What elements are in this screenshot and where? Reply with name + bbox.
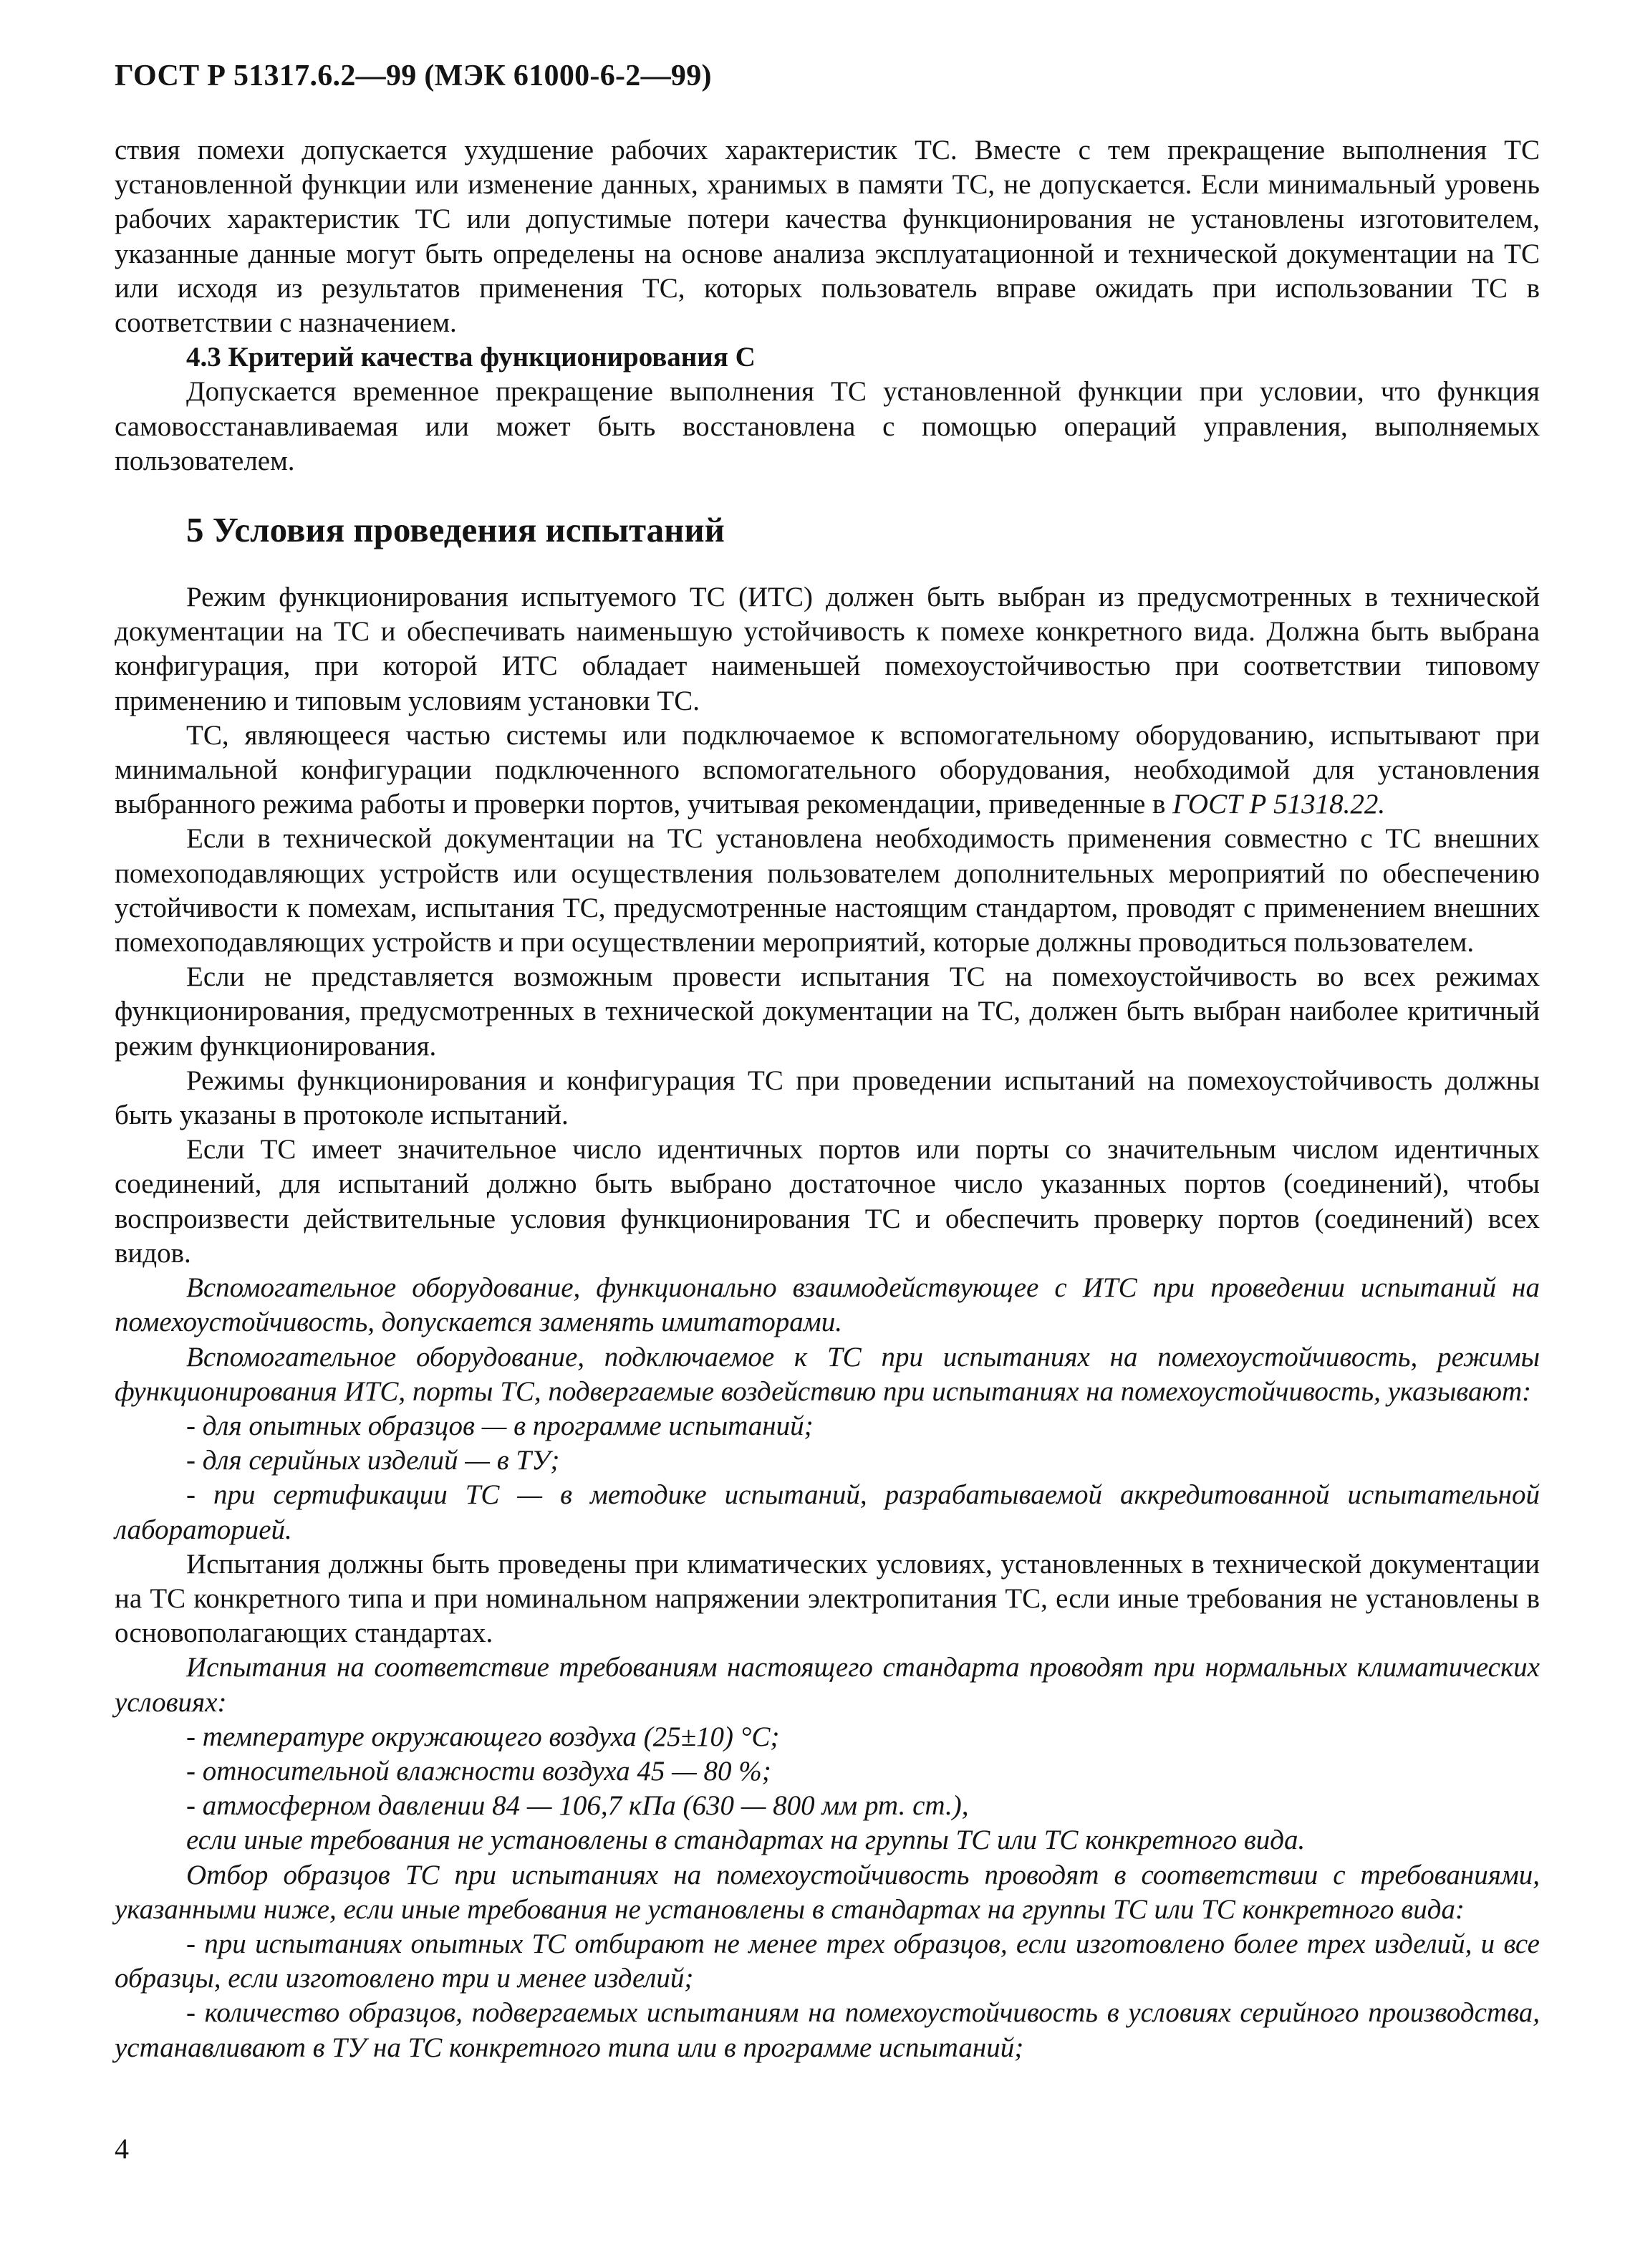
page-number: 4 <box>115 2133 129 2165</box>
paragraph: Режимы функционирования и конфигурация ТС при проведении испытаний на помехоустойчивость должны быть указаны в протоколе испытаний. <box>115 1065 1540 1131</box>
subsection-title: 4.3 Критерий качества функционирования С <box>186 342 756 373</box>
list-item: - для серийных изделий — в ТУ; <box>186 1445 560 1476</box>
list-item: - относительной влажности воздуха 45 — 80 %; <box>186 1755 771 1787</box>
paragraph: Если не представляется возможным провести испытания ТС на помехоустойчивость во всех режимах функционирования, предусмотренных в технической документации на ТС, должен быть выбран наиболее критичный режим функционирования. <box>115 961 1540 1062</box>
italic-paragraph: Вспомогательное оборудование, функционально взаимодействующее с ИТС при проведении испытаний на помехоустойчивость, допускается заменять имитаторами. <box>115 1272 1540 1338</box>
paragraph: Испытания должны быть проведены при климатических условиях, установленных в технической документации на ТС конкретного типа и при номинальном напряжении электропитания ТС, если иные требования не установлены в основополагающих стандартах. <box>115 1548 1540 1649</box>
paragraph-text: ТС, являющееся частью системы или подключаемое к вспомогательному оборудованию, испытывают при минимальной конфигурации подключенного вспомогательного оборудования, необходимой для установления выбранного режима работы и проверки портов, учитывая рекомендации, приведенные в <box>115 719 1540 820</box>
document-page <box>115 59 1540 2065</box>
list-item: - температуре окружающего воздуха (25±10) °С; <box>186 1721 780 1752</box>
list-item: - атмосферном давлении 84 — 106,7 кПа (630 — 800 мм рт. ст.), <box>186 1790 969 1822</box>
paragraph <box>115 719 1540 822</box>
paragraph: Режим функционирования испытуемого ТС (ИТС) должен быть выбран из предусмотренных в технической документации на ТС и обеспечивать наименьшую устойчивость к помехе конкретного вида. Должна быть выбрана конфигурация, при которой ИТС обладает наименьшей помехоустойчивостью при соответствии типовому применению и типовым условиям установки ТС. <box>115 582 1540 716</box>
document-header: ГОСТ Р 51317.6.2—99 (МЭК 61000-6-2—99) <box>115 59 712 92</box>
italic-paragraph: Вспомогательное оборудование, подключаемое к ТС при испытаниях на помехоустойчивость, режимы функционирования ИТС, порты ТС, подвергаемые воздействию при испытаниях на помехоустойчивость, указывают: <box>115 1341 1540 1407</box>
italic-paragraph: если иные требования не установлены в стандартах на группы ТС или ТС конкретного вида. <box>186 1825 1306 1856</box>
italic-paragraph: Испытания на соответствие требованиям настоящего стандарта проводят при нормальных климатических условиях: <box>115 1652 1540 1718</box>
list-item: - при сертификации ТС — в методике испытаний, разрабатываемой аккредитованной испытательной лабораторией. <box>115 1479 1540 1545</box>
paragraph: Если ТС имеет значительное число идентичных портов или порты со значительным числом идентичных соединений, для испытаний должно быть выбрано достаточное число указанных портов (соединений), чтобы воспроизвести действительные условия функционирования ТС и обеспечить проверку портов (соединений) всех видов. <box>115 1134 1540 1269</box>
continued-paragraph: ствия помехи допускается ухудшение рабочих характеристик ТС. Вместе с тем прекращение выполнения ТС установленной функции или изменение данных, хранимых в памяти ТС, не допускается. Если минимальный уровень рабочих характеристик ТС или допустимые потери качества функционирования не установлены изготовителем, указанные данные могут быть определены на основе анализа эксплуатационной и технической документации на ТС или исходя из результатов применения ТС, которых пользователь вправе ожидать при использовании ТС в соответствии с назначением. <box>115 135 1540 339</box>
standard-reference: ГОСТ Р 51318.22. <box>1172 789 1386 820</box>
italic-paragraph: Отбор образцов ТС при испытаниях на помехоустойчивость проводят в соответствии с требованиями, указанными ниже, если иные требования не установлены в стандартах на группы ТС или ТС конкретного вида: <box>115 1859 1540 1925</box>
subsection-text: Допускается временное прекращение выполнения ТС установленной функции при условии, что функция самовосстанавливаемая или может быть восстановлена с помощью операций управления, выполняемых пользователем. <box>115 376 1540 476</box>
list-item: - при испытаниях опытных ТС отбирают не менее трех образцов, если изготовлено более трех изделий, и все образцы, если изготовлено три и менее изделий; <box>115 1928 1540 1994</box>
list-item: - количество образцов, подвергаемых испытаниям на помехоустойчивость в условиях серийного производства, устанавливают в ТУ на ТС конкретного типа или в программе испытаний; <box>115 1997 1540 2063</box>
paragraph: Если в технической документации на ТС установлена необходимость применения совместно с ТС внешних помехоподавляющих устройств или осуществления пользователем дополнительных мероприятий по обеспечению устойчивости к помехам, испытания ТС, предусмотренные настоящим стандартом, проводят с применением внешних помехоподавляющих устройств и при осуществлении мероприятий, которые должны проводиться пользователем. <box>115 823 1540 958</box>
list-item: - для опытных образцов — в программе испытаний; <box>186 1410 814 1441</box>
section-title: 5 Условия проведения испытаний <box>186 510 725 550</box>
